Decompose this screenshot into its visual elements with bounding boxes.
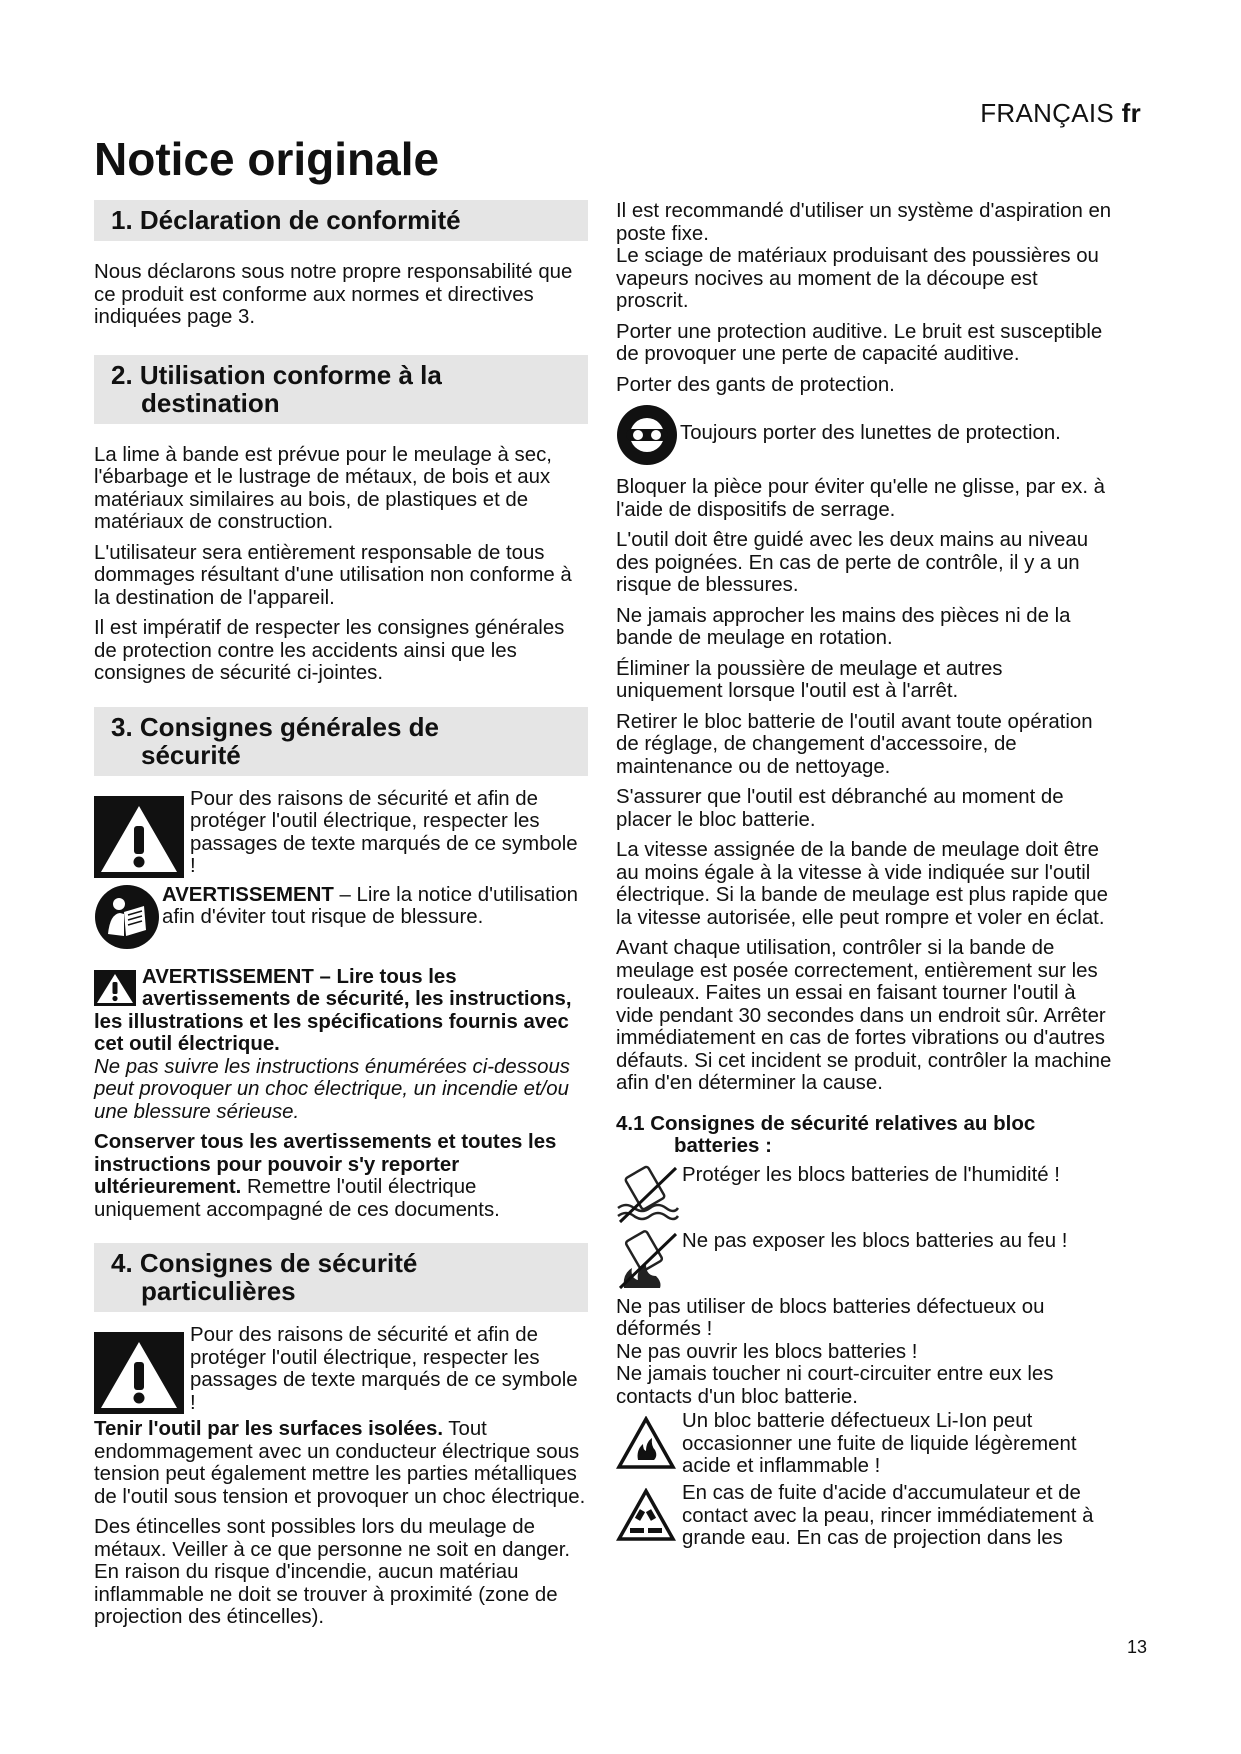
read-all-warnings-note: AVERTISSEMENT – Lire tous les avertissements de sécurité, les instructions, les illustrations et les spécifications fournis avec cet outil électrique. Ne pas suivre les instructions énumérées ci-dessous peut provoquer un choc électrique, un incendie et/ou une blessure sérieuse. Conserver tous les avertissements et toutes les instructions pour pouvoir s'y reporter ultérieurement. Remettre l'outil électrique uniquement accompagné de ces documents. xyxy=(94,965,572,1221)
insulated-surfaces-paragraph: Tenir l'outil par les surfaces isolées. Tout endommagement avec un conducteur électrique sous tension peut également mettre les parties métalliques de l'outil sous tension et provoquer un choc électrique. xyxy=(94,1418,586,1508)
section-3-heading: 3. Consignes générales de sécurité xyxy=(94,707,588,776)
speed-paragraph: La vitesse assignée de la bande de meulage doit être au moins égale à la vitesse à vide indiquée sur l'outil électrique. Si la bande de meulage est plus rapide que la vitesse autorisée, elle peut rompre et voler en éclat. xyxy=(616,839,1108,929)
language-header xyxy=(980,98,1141,129)
defective-paragraph: Ne pas utiliser de blocs batteries défectueux ou déformés ! xyxy=(616,1295,1045,1340)
clamp-paragraph: Bloquer la pièce pour éviter qu'elle ne glisse, par ex. à l'aide de dispositifs de serrage. xyxy=(616,476,1106,521)
read-manual-icon xyxy=(94,884,160,950)
gloves-paragraph: Porter des gants de protection. xyxy=(616,373,895,396)
warning-triangle-icon xyxy=(94,1332,184,1414)
warning-small-icon xyxy=(94,970,136,1006)
regulations-paragraph: Il est impératif de respecter les consignes générales de protection contre les accidents ainsi que les consignes de sécurité ci-jointes. xyxy=(94,617,565,684)
dust-paragraph: Éliminer la poussière de meulage et autres uniquement lorsque l'outil est à l'arrêt. xyxy=(616,657,1003,702)
responsibility-paragraph: L'utilisateur sera entièrement responsable de tous dommages résultant d'une utilisation non conforme à la destination de l'appareil. xyxy=(94,541,572,609)
warning-symbol-note: Pour des raisons de sécurité et afin de protéger l'outil électrique, respecter les passages de texte marqués de ce symbole ! xyxy=(94,788,588,878)
page-title: Notice originale xyxy=(94,133,440,185)
humidity-note: Protéger les blocs batteries de l'humidité ! xyxy=(616,1164,1114,1226)
intended-use-paragraph: La lime à bande est prévue pour le meulage à sec, l'ébarbage et le lustrage de métaux, de bois et aux matériaux similaires au bois, de plastiques et de matériaux de construction. xyxy=(94,443,552,533)
fire-note: Ne pas exposer les blocs batteries au feu ! xyxy=(616,1230,1114,1292)
flammable-warning-icon xyxy=(616,1410,680,1478)
safety-goggles-icon xyxy=(616,404,678,466)
no-water-icon xyxy=(616,1164,680,1226)
section-4-heading: 4. Consignes de sécurité particulières xyxy=(94,1243,588,1312)
acid-note: En cas de fuite d'acide d'accumulateur et de contact avec la peau, rincer immédiatement à grande eau. En cas de projection dans les xyxy=(616,1482,1114,1550)
section-1-heading: 1. Déclaration de conformité xyxy=(94,200,588,241)
sawing-paragraph: Le sciage de matériaux produisant des poussières ou vapeurs nocives au moment de la découpe est proscrit. xyxy=(616,245,1099,312)
check-paragraph: Avant chaque utilisation, contrôler si la bande de meulage est posée correctement, entièrement sur les rouleaux. Faites un essai en faisant tourner l'outil à vide pendant 30 secondes dans un endroit sûr. Arrêter immédiatement en cas de fortes vibrations ou d'autres défauts. Si cet incident se produit, contrôler la machine afin d'en déterminer la cause. xyxy=(616,937,1112,1094)
two-hands-paragraph: L'outil doit être guidé avec les deux mains au niveau des poignées. En cas de perte de contrôle, il y a un risque de blessures. xyxy=(616,529,1089,596)
switch-off-paragraph: S'assurer que l'outil est débranché au moment de placer le bloc batterie. xyxy=(616,786,1064,831)
suction-paragraph: Il est recommandé d'utiliser un système d'aspiration en poste fixe. xyxy=(616,200,1112,245)
hands-paragraph: Ne jamais approcher les mains des pièces ni de la bande de meulage en rotation. xyxy=(616,604,1071,649)
contacts-paragraph: Ne jamais toucher ni court-circuiter entre eux les contacts d'un bloc batterie. xyxy=(616,1363,1054,1408)
read-manual-note: AVERTISSEMENT – Lire la notice d'utilisation afin d'éviter tout risque de blessure. xyxy=(94,882,588,950)
warning-triangle-icon xyxy=(94,796,184,878)
section-2-heading: 2. Utilisation conforme à la destination xyxy=(94,355,588,424)
warning-symbol-note-2: Pour des raisons de sécurité et afin de protéger l'outil électrique, respecter les passages de texte marqués de ce symbole ! xyxy=(94,1324,588,1414)
no-fire-icon xyxy=(616,1230,680,1292)
liion-note: Un bloc batterie défectueux Li-Ion peut occasionner une fuite de liquide légèrement acide et inflammable ! xyxy=(616,1410,1114,1478)
subsection-4-1-heading: 4.1 Consignes de sécurité relatives au bloc batteries : xyxy=(616,1111,1036,1157)
left-column xyxy=(94,200,588,1637)
hearing-paragraph: Porter une protection auditive. Le bruit est susceptible de provoquer une perte de capacité auditive. xyxy=(616,320,1103,365)
corrosive-warning-icon xyxy=(616,1482,680,1550)
open-paragraph: Ne pas ouvrir les blocs batteries ! xyxy=(616,1340,918,1363)
right-column xyxy=(616,200,1114,1554)
goggles-note: Toujours porter des lunettes de protection. xyxy=(616,404,1114,466)
language-label: FRANÇAIS xyxy=(980,98,1115,128)
language-code: fr xyxy=(1121,98,1141,128)
sparks-paragraph: Des étincelles sont possibles lors du meulage de métaux. Veiller à ce que personne ne soit en danger. En raison du risque d'incendie, aucun matériau inflammable ne doit se trouver à proximité (zone de projection des étincelles). xyxy=(94,1516,571,1628)
conformity-paragraph: Nous déclarons sous notre propre responsabilité que ce produit est conforme aux normes et directives indiquées page 3. xyxy=(94,261,573,328)
page-number: 13 xyxy=(1126,1637,1147,1657)
remove-battery-paragraph: Retirer le bloc batterie de l'outil avant toute opération de réglage, de changement d'accessoire, de maintenance ou de nettoyage. xyxy=(616,710,1093,778)
